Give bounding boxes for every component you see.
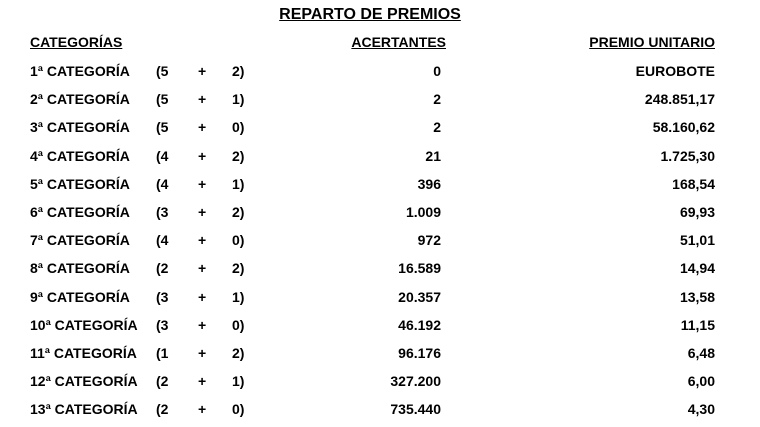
category-plus: + [198, 63, 207, 79]
table-row [0, 58, 760, 86]
premio-value: 13,58 [679, 288, 715, 305]
category-stars: 2) [232, 203, 245, 220]
category-stars: 0) [232, 119, 245, 136]
table-row [0, 340, 760, 368]
table-row [0, 368, 760, 396]
category-name: 7ª CATEGORÍA [30, 232, 130, 249]
premio-value: 69,93 [679, 203, 715, 220]
premio-value: 11,15 [680, 316, 715, 333]
table-row [0, 143, 760, 171]
category-stars: 2) [232, 63, 245, 79]
page-title: REPARTO DE PREMIOS [279, 6, 461, 23]
table-row [0, 255, 760, 283]
acertantes-value: 972 [417, 232, 441, 249]
acertantes-value: 396 [417, 175, 441, 192]
category-plus: + [198, 91, 207, 108]
table-row [0, 227, 760, 255]
category-name: 9ª CATEGORÍA [30, 288, 130, 305]
premio-value: 6,48 [687, 344, 715, 361]
premio-value: 1.725,30 [660, 147, 715, 164]
premio-value: 51,01 [679, 232, 715, 249]
category-numbers: (2 [156, 401, 169, 418]
category-numbers: (4 [156, 147, 169, 164]
category-name: 4ª CATEGORÍA [30, 147, 130, 164]
acertantes-value: 20.357 [398, 288, 441, 305]
table-row [0, 114, 760, 142]
category-name: 11ª CATEGORÍA [30, 344, 137, 361]
table-row [0, 396, 760, 424]
category-numbers: (1 [156, 344, 169, 361]
category-numbers: (4 [156, 175, 169, 192]
premio-value: 58.160,62 [652, 119, 715, 136]
category-numbers: (3 [156, 203, 169, 220]
category-name: 10ª CATEGORÍA [30, 316, 138, 333]
category-name: 8ª CATEGORÍA [30, 260, 130, 277]
table-row [0, 312, 760, 340]
category-stars: 0) [232, 316, 245, 333]
category-plus: + [198, 260, 207, 277]
column-header-premio-unitario: PREMIO UNITARIO [589, 34, 715, 50]
acertantes-value: 46.192 [398, 316, 441, 333]
table-row [0, 171, 760, 199]
acertantes-value: 2 [433, 91, 441, 108]
premio-value: 168,54 [672, 175, 715, 192]
premio-value: 248.851,17 [644, 91, 715, 108]
category-stars: 1) [232, 175, 245, 192]
category-numbers: (2 [156, 373, 169, 390]
premio-value: 14,94 [679, 260, 715, 277]
category-numbers: (2 [156, 260, 169, 277]
premio-value: 6,00 [687, 373, 715, 390]
acertantes-value: 735.440 [390, 401, 441, 418]
category-name: 13ª CATEGORÍA [30, 401, 138, 418]
category-numbers: (5 [156, 91, 169, 108]
category-numbers: (5 [156, 63, 169, 79]
category-numbers: (3 [156, 316, 169, 333]
category-plus: + [198, 401, 207, 418]
acertantes-value: 0 [433, 63, 441, 79]
table-row [0, 86, 760, 114]
category-numbers: (4 [156, 232, 169, 249]
acertantes-value: 327.200 [390, 373, 441, 390]
category-stars: 0) [232, 401, 245, 418]
category-stars: 2) [232, 147, 245, 164]
category-name: 5ª CATEGORÍA [30, 175, 130, 192]
acertantes-value: 21 [425, 147, 441, 164]
category-plus: + [198, 147, 207, 164]
acertantes-value: 2 [433, 119, 441, 136]
category-name: 6ª CATEGORÍA [30, 203, 130, 220]
category-name: 2ª CATEGORÍA [30, 91, 130, 108]
category-plus: + [198, 316, 207, 333]
category-plus: + [198, 373, 207, 390]
acertantes-value: 96.176 [398, 344, 441, 361]
category-plus: + [198, 175, 207, 192]
prize-table [0, 58, 760, 424]
category-name: 1ª CATEGORÍA [30, 63, 130, 79]
category-stars: 2) [232, 344, 245, 361]
category-numbers: (5 [156, 119, 169, 136]
category-plus: + [198, 119, 207, 136]
category-name: 12ª CATEGORÍA [30, 373, 138, 390]
category-stars: 2) [232, 260, 245, 277]
premio-value: 4,30 [687, 401, 715, 418]
category-stars: 1) [232, 91, 245, 108]
category-stars: 0) [232, 232, 245, 249]
column-header-categorias: CATEGORÍAS [30, 34, 123, 50]
table-row [0, 284, 760, 312]
category-plus: + [198, 288, 207, 305]
category-stars: 1) [232, 373, 245, 390]
category-name: 3ª CATEGORÍA [30, 119, 130, 136]
category-numbers: (3 [156, 288, 169, 305]
column-header-acertantes: ACERTANTES [351, 34, 446, 50]
category-plus: + [198, 344, 207, 361]
premio-value: EUROBOTE [635, 63, 715, 79]
category-plus: + [198, 232, 207, 249]
category-stars: 1) [232, 288, 245, 305]
table-row [0, 199, 760, 227]
acertantes-value: 16.589 [398, 260, 441, 277]
acertantes-value: 1.009 [405, 203, 441, 220]
category-plus: + [198, 203, 207, 220]
